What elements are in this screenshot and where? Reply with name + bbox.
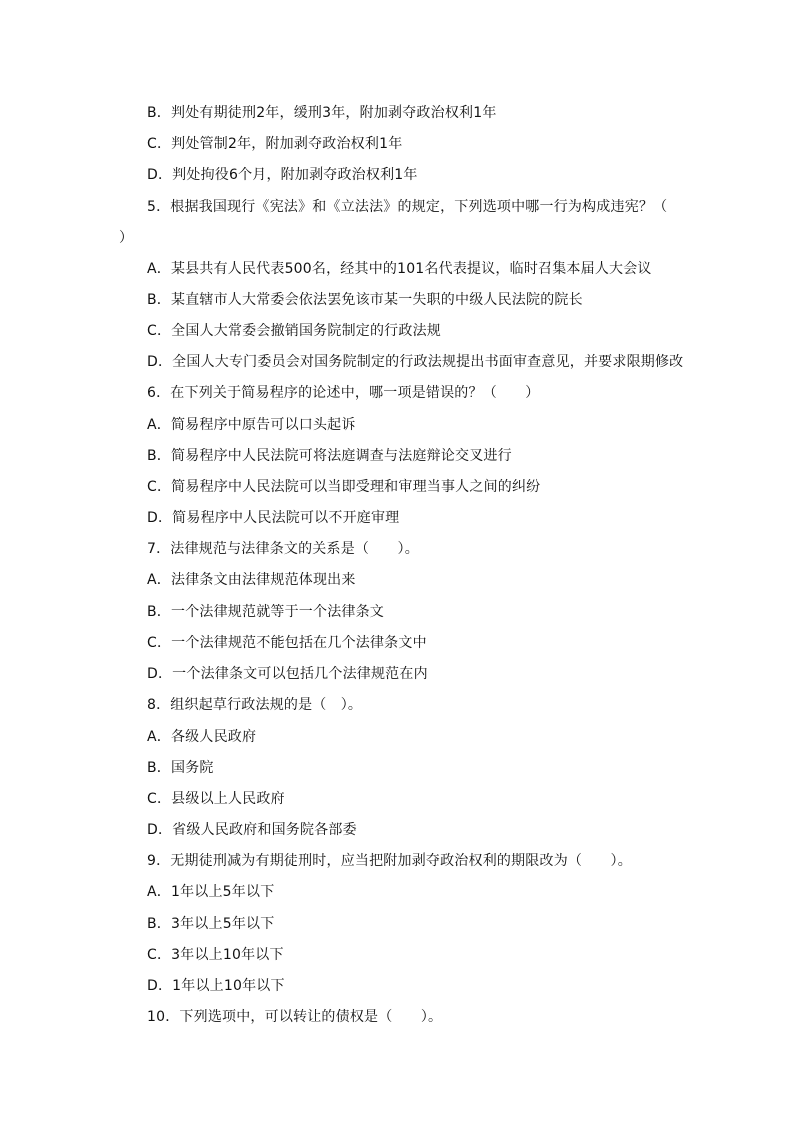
- option-8d: D．省级人民政府和国务院各部委: [147, 822, 357, 838]
- option-4c: C．判处管制2年，附加剥夺政治权利1年: [147, 136, 403, 152]
- option-4d: D．判处拘役6个月，附加剥夺政治权利1年: [147, 167, 418, 183]
- question-5: 5．根据我国现行《宪法》和《立法法》的规定，下列选项中哪一行为构成违宪？（: [147, 199, 668, 215]
- option-9a: A．1年以上5年以下: [147, 884, 275, 900]
- question-5-continuation: ）: [119, 230, 134, 246]
- option-6a: A．简易程序中原告可以口头起诉: [147, 417, 356, 433]
- option-9d: D．1年以上10年以下: [147, 978, 285, 994]
- option-7c: C．一个法律规范不能包括在几个法律条文中: [147, 635, 427, 651]
- option-5c: C．全国人大常委会撤销国务院制定的行政法规: [147, 323, 441, 339]
- option-8c: C．县级以上人民政府: [147, 791, 285, 807]
- option-5a: A．某县共有人民代表500名，经其中的101名代表提议，临时召集本届人大会议: [147, 261, 652, 277]
- question-7: 7．法律规范与法律条文的关系是（ ）。: [147, 541, 419, 557]
- question-9: 9．无期徒刑减为有期徒刑时，应当把附加剥夺政治权利的期限改为（ ）。: [147, 853, 632, 869]
- option-7d: D．一个法律条文可以包括几个法律规范在内: [147, 666, 428, 682]
- option-9c: C．3年以上10年以下: [147, 947, 284, 963]
- option-6d: D．简易程序中人民法院可以不开庭审理: [147, 510, 400, 526]
- question-6: 6．在下列关于简易程序的论述中，哪一项是错误的？（ ）: [147, 385, 540, 401]
- option-5b: B．某直辖市人大常委会依法罢免该市某一失职的中级人民法院的院长: [147, 292, 583, 308]
- option-9b: B．3年以上5年以下: [147, 916, 275, 932]
- option-7b: B．一个法律规范就等于一个法律条文: [147, 604, 385, 620]
- option-5d: D．全国人大专门委员会对国务院制定的行政法规提出书面审查意见，并要求限期修改: [147, 354, 684, 370]
- option-6c: C．简易程序中人民法院可以当即受理和审理当事人之间的纠纷: [147, 479, 541, 495]
- option-6b: B．简易程序中人民法院可将法庭调查与法庭辩论交叉进行: [147, 448, 512, 464]
- question-8: 8．组织起草行政法规的是（ ）。: [147, 697, 363, 713]
- option-4b: B．判处有期徒刑2年，缓刑3年，附加剥夺政治权利1年: [147, 105, 497, 121]
- option-8a: A．各级人民政府: [147, 729, 257, 745]
- option-7a: A．法律条文由法律规范体现出来: [147, 572, 356, 588]
- question-10: 10．下列选项中，可以转让的债权是（ ）。: [147, 1009, 443, 1025]
- option-8b: B．国务院: [147, 760, 214, 776]
